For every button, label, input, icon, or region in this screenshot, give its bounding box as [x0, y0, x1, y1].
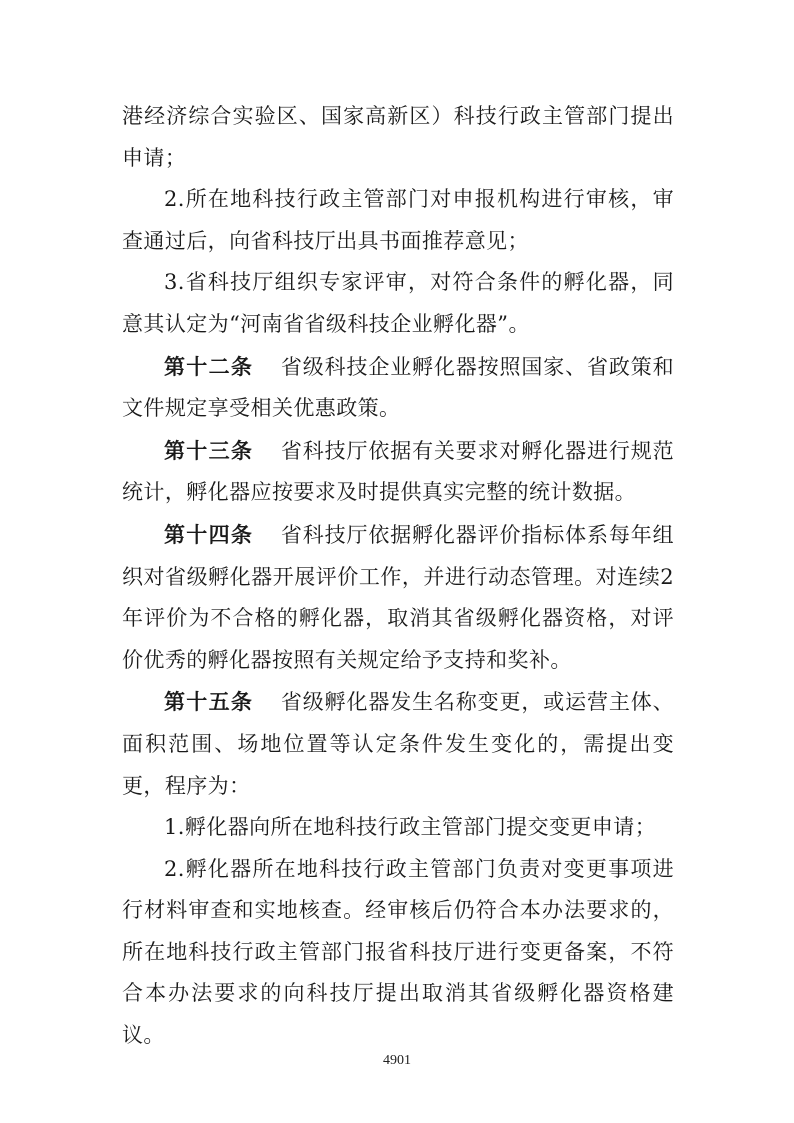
- paragraph-text: 省科技厅依据有关要求对孵化器进行规范统计，孵化器应按要求及时提供真实完整的统计数据。: [122, 438, 674, 505]
- article-heading: 第十五条: [164, 689, 254, 715]
- paragraph-text: 1.孵化器向所在地科技行政主管部门提交变更申请；: [164, 815, 657, 840]
- paragraph-text: 港经济综合实验区、国家高新区）科技行政主管部门提出申请；: [122, 104, 674, 170]
- paragraph-text: 省科技厅依据孵化器评价指标体系每年组织对省级孵化器开展评价工作，并进行动态管理。对连续2年评价为不合格的孵化器，取消其省级孵化器资格，对评价优秀的孵化器按照有关规定给予支持和奖补。: [122, 522, 674, 672]
- article-13: [122, 430, 674, 514]
- article-heading: 第十四条: [164, 521, 254, 547]
- paragraph-text: 省级孵化器发生名称变更，或运营主体、面积范围、场地位置等认定条件发生变化的，需提出变更，程序为：: [122, 690, 674, 798]
- paragraph-step-3: [122, 262, 674, 345]
- article-heading: 第十二条: [164, 353, 254, 379]
- paragraph-change-step-1: [122, 807, 674, 849]
- paragraph-text: 3.省科技厅组织专家评审，对符合条件的孵化器，同意其认定为“河南省省级科技企业孵化器”。: [122, 270, 674, 336]
- paragraph-text: 2.孵化器所在地科技行政主管部门负责对变更事项进行材料审查和实地核查。经审核后仍符合本办法要求的，所在地科技行政主管部门报省科技厅进行变更备案，不符合本办法要求的向科技厅提出取消其省级孵化器资格建议。: [122, 856, 674, 1048]
- document-body: [122, 96, 674, 1057]
- paragraph-text: 省级科技企业孵化器按照国家、省政策和文件规定享受相关优惠政策。: [122, 354, 674, 421]
- paragraph-step-2: [122, 179, 674, 262]
- paragraph-text: 2.所在地科技行政主管部门对申报机构进行审核，审查通过后，向省科技厅出具书面推荐意见；: [122, 187, 674, 253]
- article-12: [122, 346, 674, 430]
- article-14: [122, 514, 674, 681]
- paragraph-change-step-2: [122, 849, 674, 1057]
- page-number: 4901: [383, 1053, 411, 1068]
- paragraph-continuation: [122, 96, 674, 179]
- article-heading: 第十三条: [164, 437, 254, 463]
- article-15: [122, 681, 674, 807]
